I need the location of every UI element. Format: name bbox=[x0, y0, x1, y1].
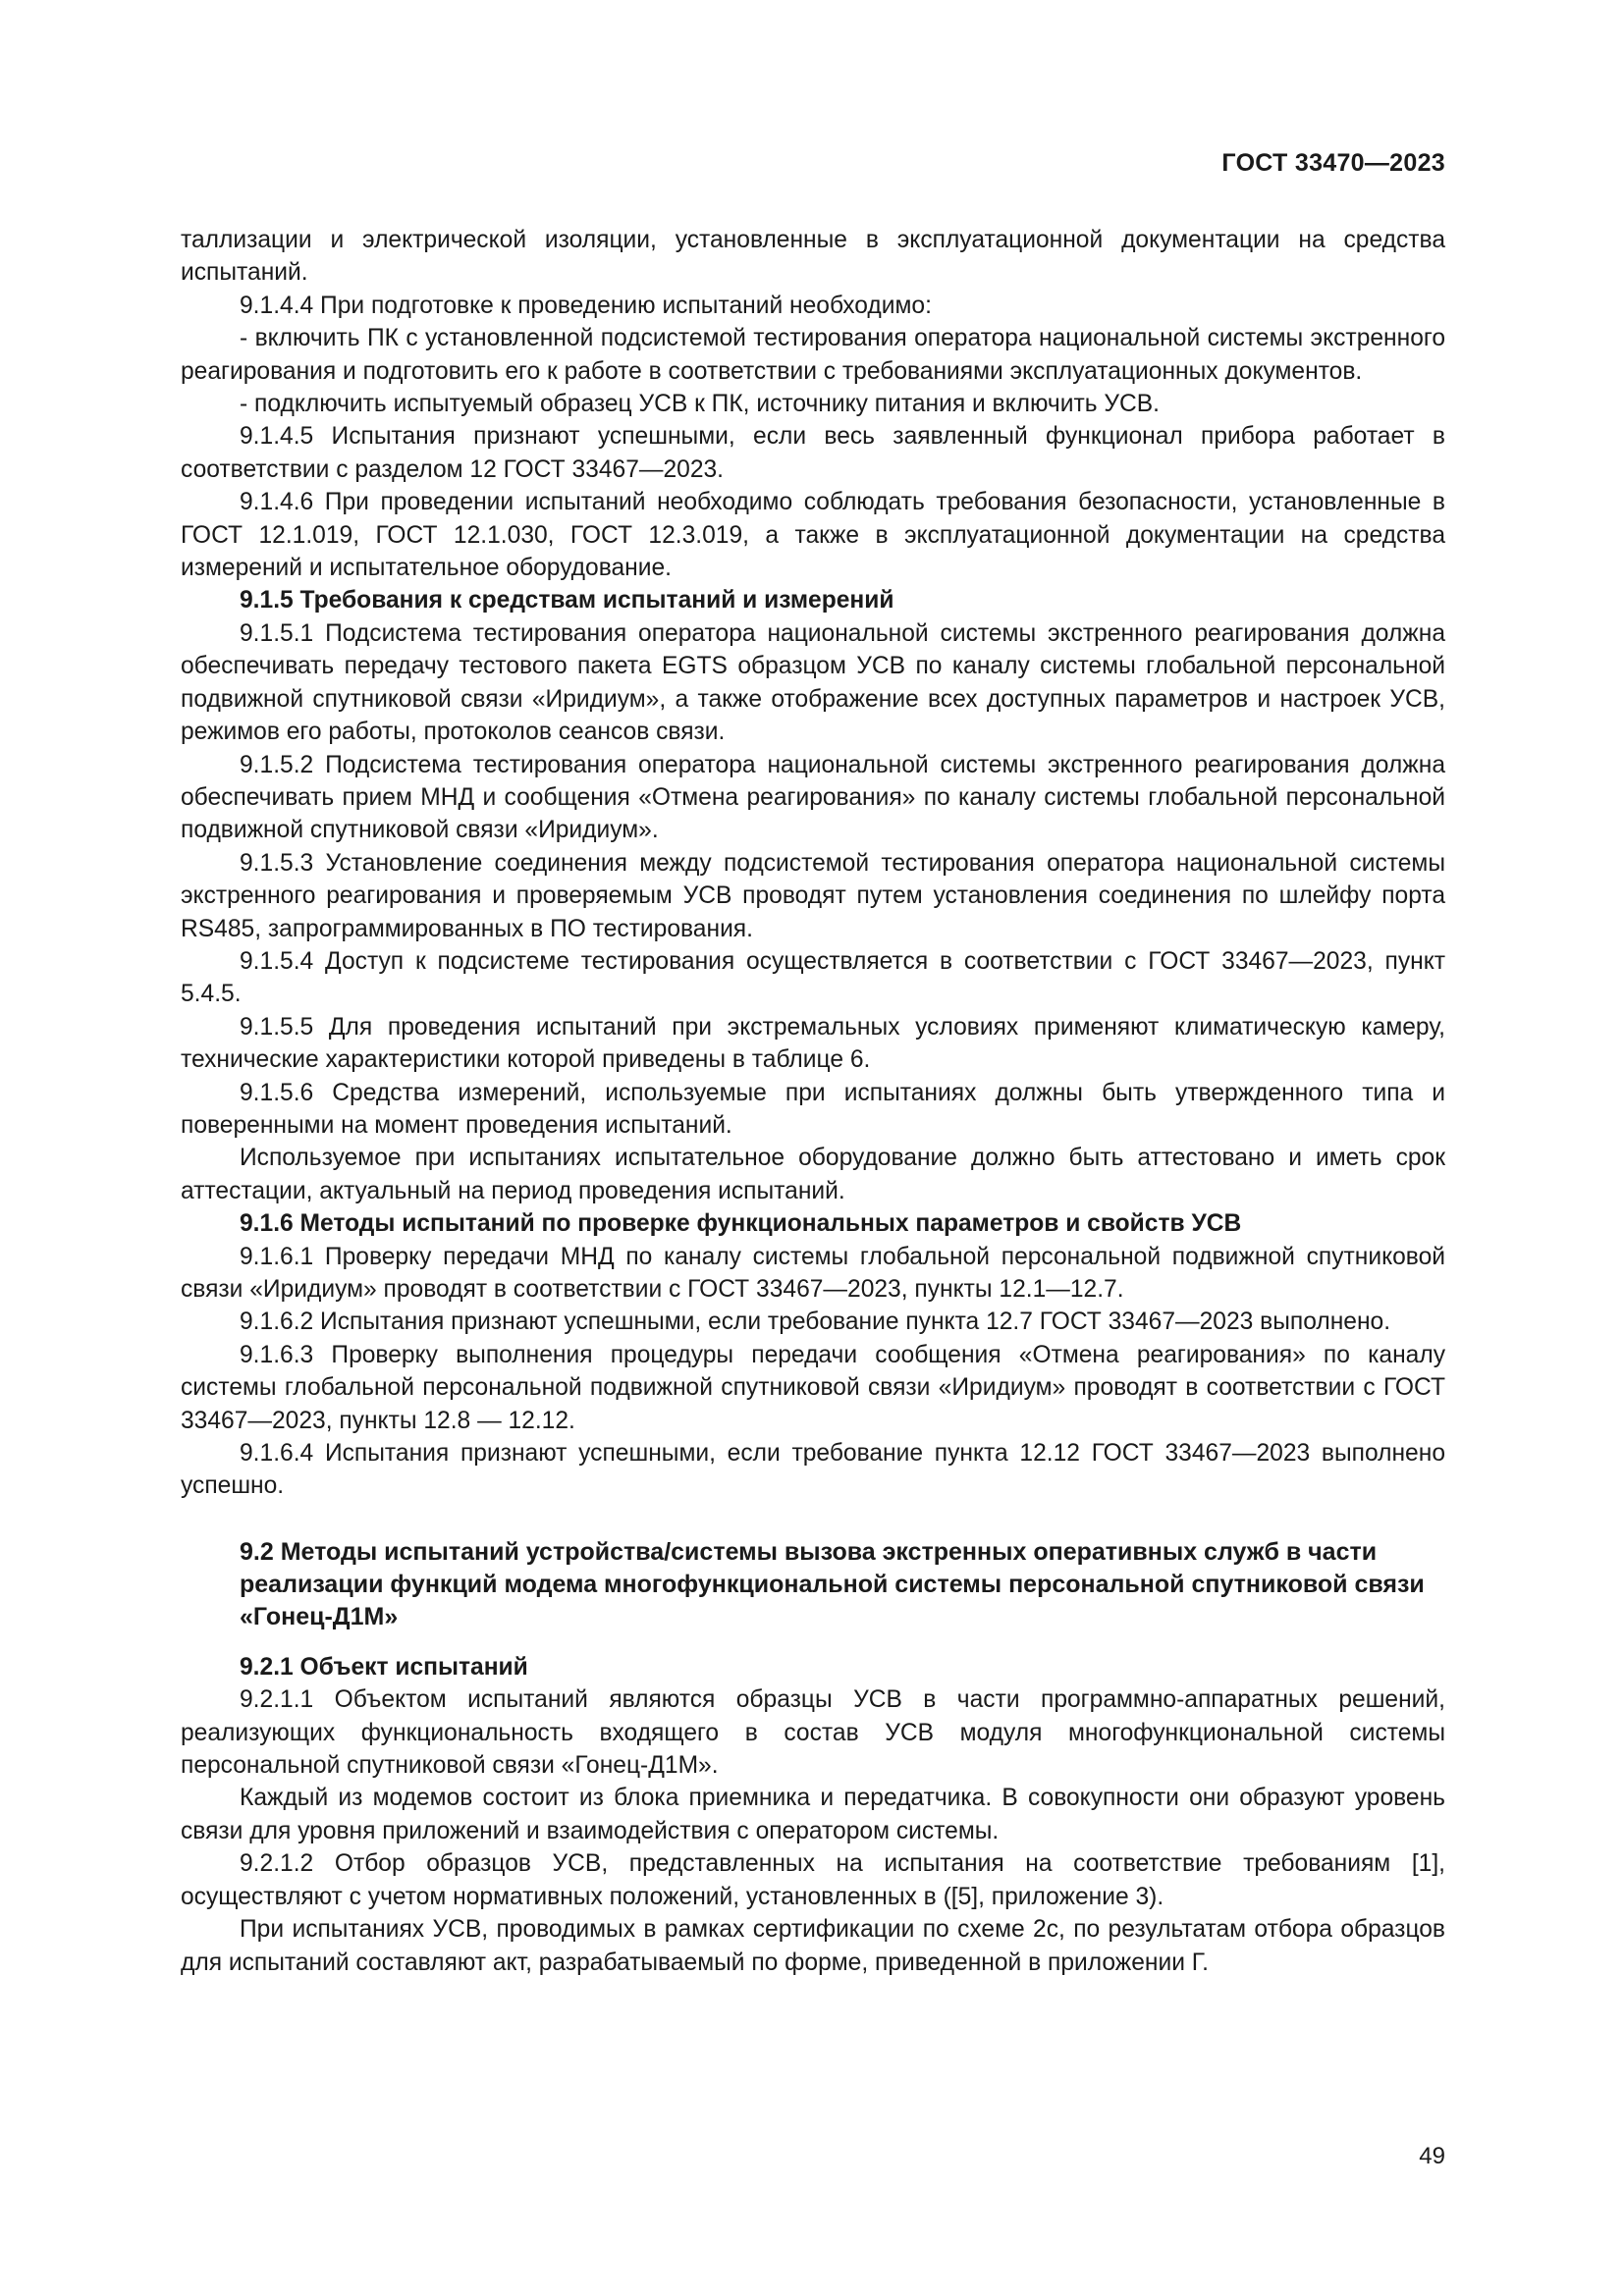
paragraph: 9.1.6.4 Испытания признают успешными, если требование пункта 12.12 ГОСТ 33467—2023 выполнено успешно. bbox=[181, 1440, 1445, 1500]
paragraph: 9.1.5.1 Подсистема тестирования оператора национальной системы экстренного реагирования должна обеспечивать передачу тестового пакета EGTS образцом УСВ по каналу системы глобальной персональной подвижной спутниковой связи «Иридиум», а также отображение всех доступных параметров и настроек УСВ, режимов его работы, протоколов сеансов связи. bbox=[181, 619, 1445, 746]
paragraph: 9.2.1.1 Объектом испытаний являются образцы УСВ в части программно-аппаратных решений, реализующих функциональность входящего в состав УСВ модуля многофункциональной системы персональной спутниковой связи «Гонец-Д1М». bbox=[181, 1686, 1445, 1780]
paragraph: 9.1.5.4 Доступ к подсистеме тестирования осуществляется в соответствии с ГОСТ 33467—2023, пункт 5.4.5. bbox=[181, 947, 1445, 1008]
paragraph: 9.1.6.2 Испытания признают успешными, если требование пункта 12.7 ГОСТ 33467—2023 выполнено. bbox=[240, 1308, 1391, 1336]
paragraph: 9.2.1.2 Отбор образцов УСВ, представленных на испытания на соответствие требованиям [1], осуществляют с учетом нормативных положений, установленных в ([5], приложение 3). bbox=[181, 1850, 1445, 1910]
document-code-header: ГОСТ 33470—2023 bbox=[1221, 149, 1445, 177]
paragraph: 9.1.4.6 При проведении испытаний необходимо соблюдать требования безопасности, установленные в ГОСТ 12.1.019, ГОСТ 12.1.030, ГОСТ 12.3.019, а также в эксплуатационной документации на средства измерений и испытательное оборудование. bbox=[181, 489, 1445, 582]
paragraph: 9.1.4.4 При подготовке к проведению испытаний необходимо: bbox=[240, 292, 932, 319]
paragraph: 9.1.6.1 Проверку передачи МНД по каналу системы глобальной персональной подвижной спутниковой связи «Иридиум» проводят в соответствии с ГОСТ 33467—2023, пункты 12.1—12.7. bbox=[181, 1243, 1445, 1303]
subsection-heading: 9.1.6 Методы испытаний по проверке функциональных параметров и свойств УСВ bbox=[240, 1210, 1242, 1238]
subsection-heading: 9.1.5 Требования к средствам испытаний и измерений bbox=[240, 587, 894, 614]
paragraph: таллизации и электрической изоляции, установленные в эксплуатационной документации на средства испытаний. bbox=[181, 227, 1445, 287]
list-item: - включить ПК с установленной подсистемой тестирования оператора национальной системы экстренного реагирования и подготовить его к работе в соответствии с требованиями эксплуатационных документов. bbox=[181, 325, 1445, 385]
paragraph: 9.1.5.3 Установление соединения между подсистемой тестирования оператора национальной системы экстренного реагирования и проверяемым УСВ проводят путем установления соединения по шлейфу порта RS485, запрограммированных в ПО тестирования. bbox=[181, 849, 1445, 942]
document-body bbox=[181, 224, 1445, 1979]
subsection-heading: 9.2.1 Объект испытаний bbox=[240, 1653, 528, 1681]
paragraph: Используемое при испытаниях испытательное оборудование должно быть аттестовано и иметь срок аттестации, актуальный на период проведения испытаний. bbox=[181, 1145, 1445, 1204]
list-item: - подключить испытуемый образец УСВ к ПК, источнику питания и включить УСВ. bbox=[240, 391, 1160, 418]
paragraph: При испытаниях УСВ, проводимых в рамках сертификации по схеме 2с, по результатам отбора образцов для испытаний составляют акт, разрабатываемый по форме, приведенной в приложении Г. bbox=[181, 1916, 1445, 1976]
paragraph: 9.1.6.3 Проверку выполнения процедуры передачи сообщения «Отмена реагирования» по каналу системы глобальной персональной подвижной спутниковой связи «Иридиум» проводят в соответствии с ГОСТ 33467—2023, пункты 12.8 — 12.12. bbox=[181, 1341, 1445, 1434]
paragraph: Каждый из модемов состоит из блока приемника и передатчика. В совокупности они образуют уровень связи для уровня приложений и взаимодействия с оператором системы. bbox=[181, 1785, 1445, 1844]
paragraph: 9.1.5.5 Для проведения испытаний при экстремальных условиях применяют климатическую камеру, технические характеристики которой приведены в таблице 6. bbox=[181, 1013, 1445, 1074]
paragraph: 9.1.5.2 Подсистема тестирования оператора национальной системы экстренного реагирования должна обеспечивать прием МНД и сообщения «Отмена реагирования» по каналу системы глобальной персональной подвижной спутниковой связи «Иридиум». bbox=[181, 751, 1445, 844]
paragraph: 9.1.5.6 Средства измерений, используемые при испытаниях должны быть утвержденного типа и поверенными на момент проведения испытаний. bbox=[181, 1079, 1445, 1139]
paragraph: 9.1.4.5 Испытания признают успешными, если весь заявленный функционал прибора работает в соответствии с разделом 12 ГОСТ 33467—2023. bbox=[181, 423, 1445, 483]
section-heading: 9.2 Методы испытаний устройства/системы вызова экстренных оперативных служб в части реализации функций модема многофункциональной системы персональной спутниковой связи «Гонец-Д1М» bbox=[240, 1537, 1425, 1630]
page-number: 49 bbox=[1419, 2143, 1445, 2169]
